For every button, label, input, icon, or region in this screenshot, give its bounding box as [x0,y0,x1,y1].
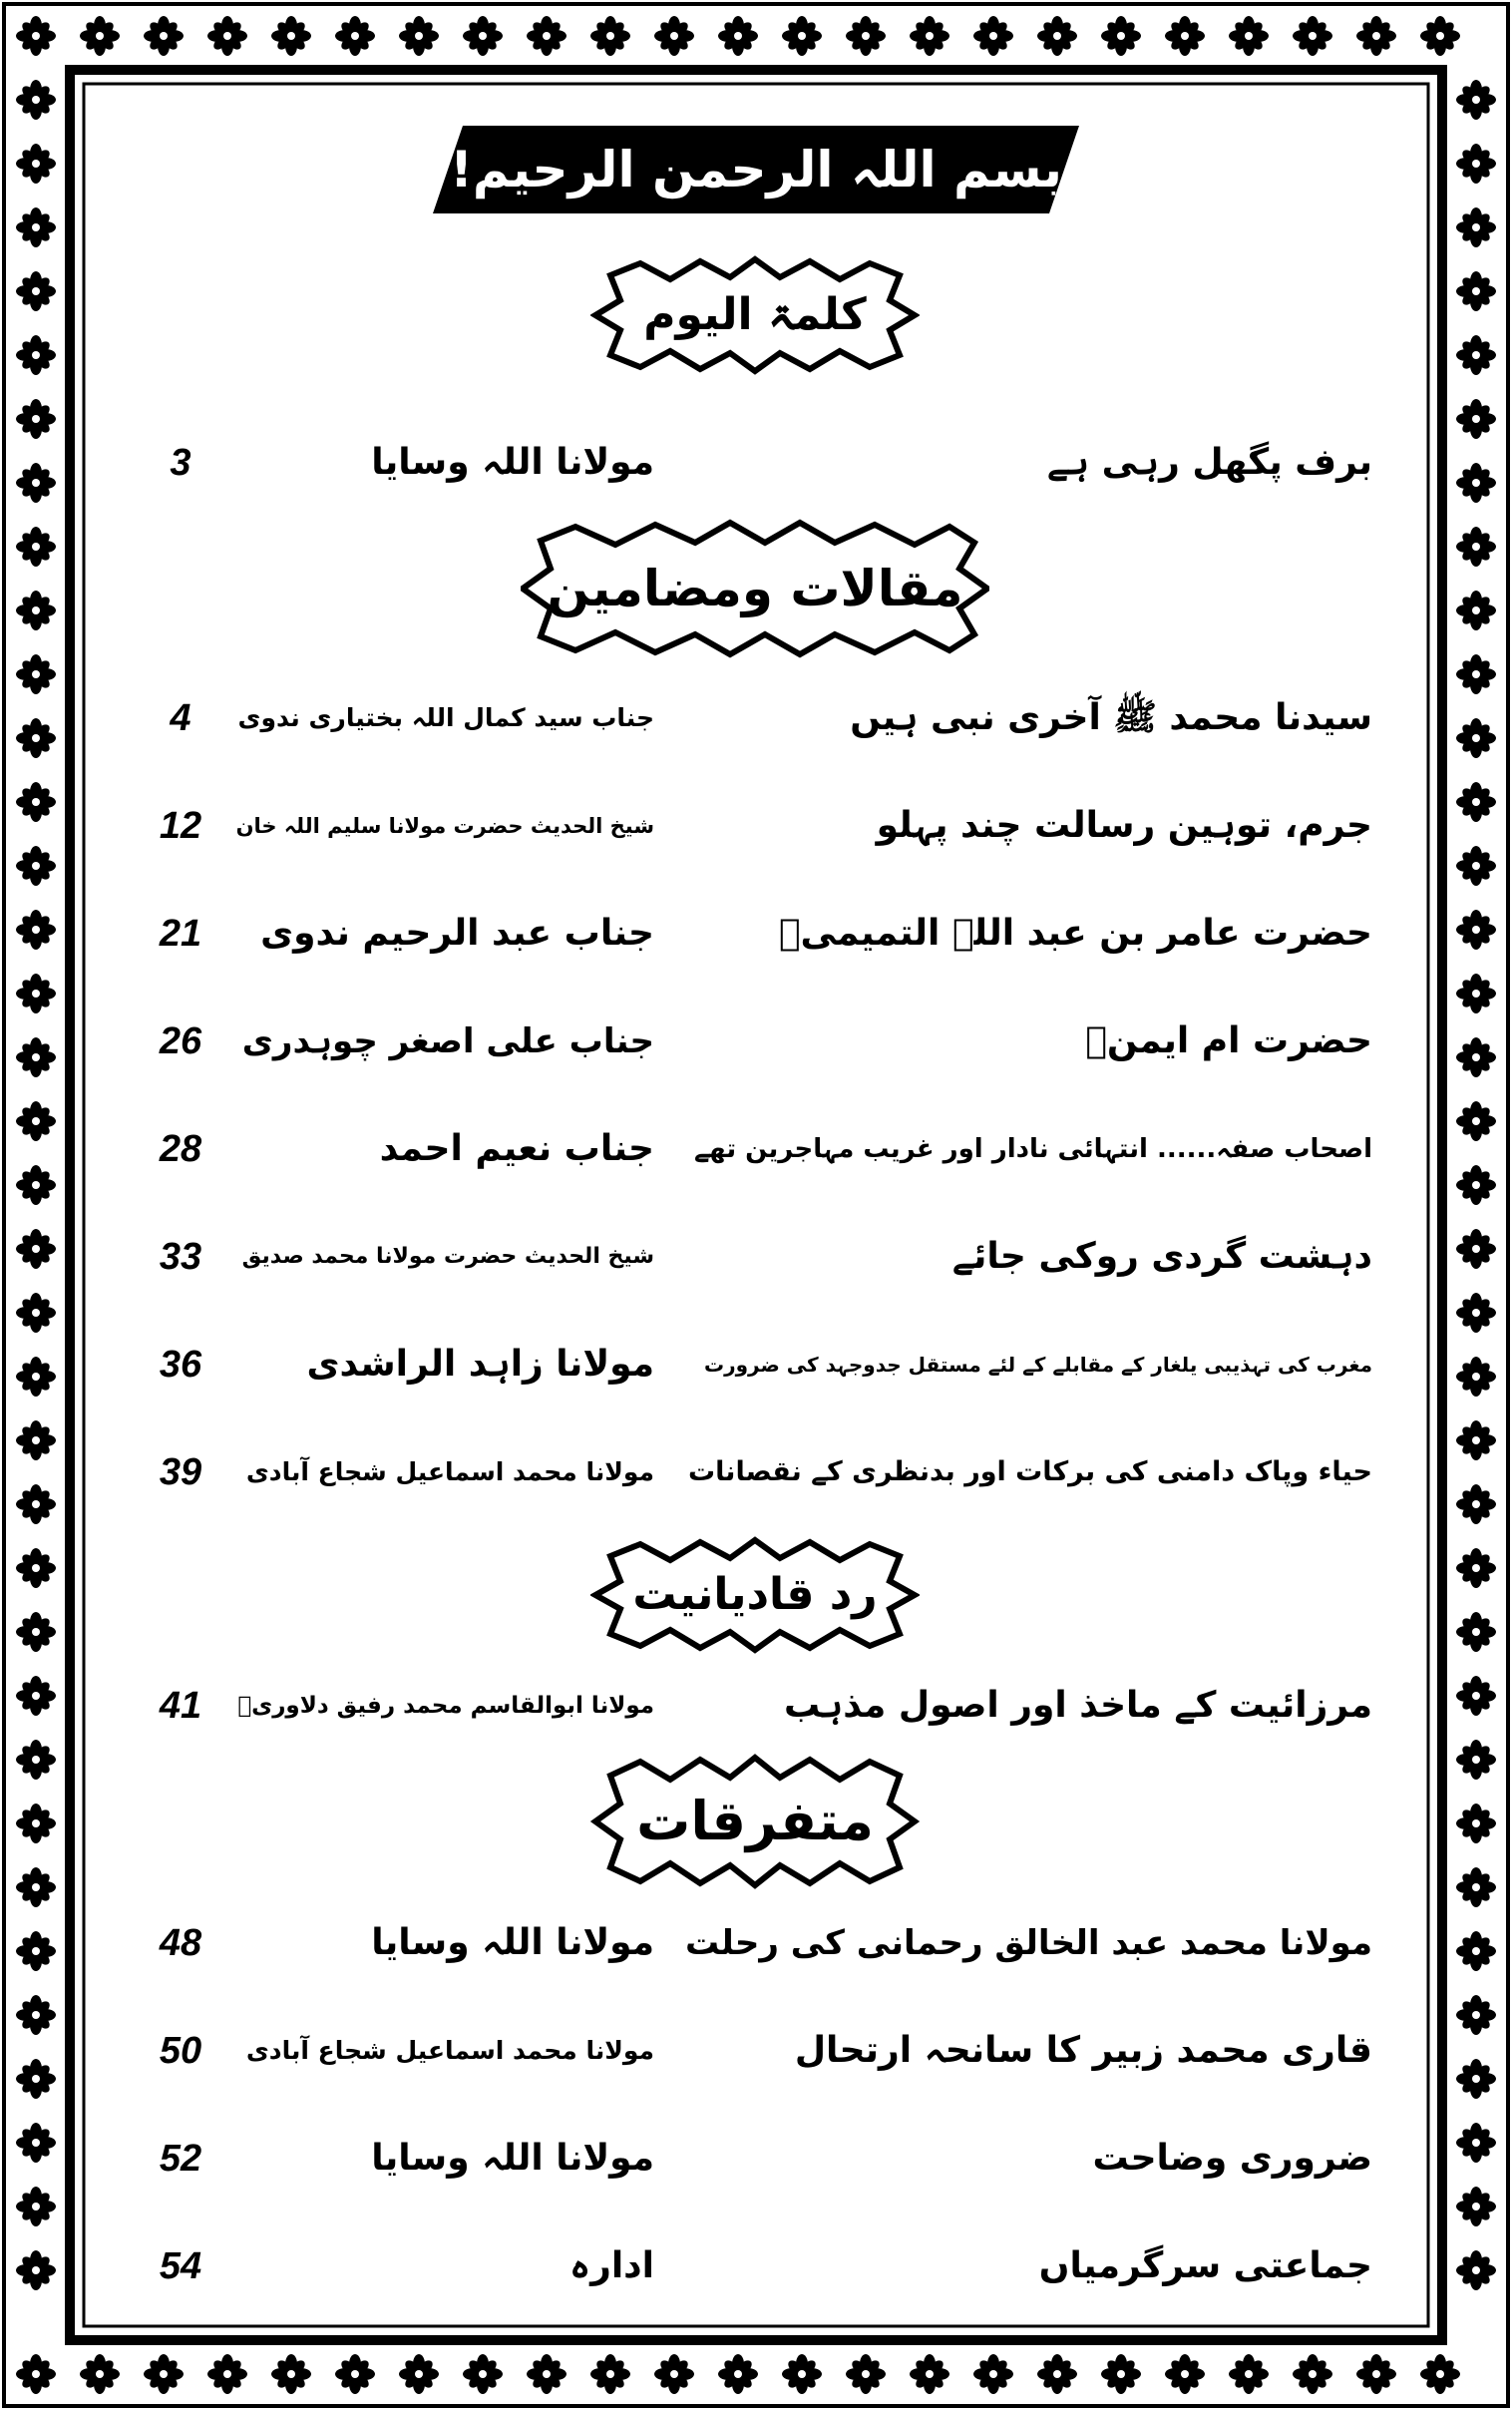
flower-ornament [144,2354,184,2394]
toc-entry [136,2129,1372,2189]
flower-ornament [16,399,56,439]
flower-ornament [1456,2059,1496,2099]
flower-ornament [463,16,503,56]
flower-ornament [16,527,56,567]
flower-ornament [399,2354,439,2394]
flower-ornament [1165,2354,1205,2394]
flower-ornament [399,16,439,56]
flower-ornament [1037,16,1077,56]
entry-page-number: 12 [159,805,202,847]
toc-entry [136,1227,1372,1287]
flower-ornament [1456,271,1496,311]
flower-ornament [1101,2354,1141,2394]
entry-author: شیخ الحدیث حضرت مولانا محمد صدیق [241,1244,654,1269]
entry-page-number: 36 [159,1344,202,1386]
flower-ornament [1456,1612,1496,1652]
entry-author: ادارہ [569,2245,654,2286]
flower-ornament [1229,2354,1269,2394]
flower-ornament [973,16,1013,56]
entry-title: مرزائیت کے ماخذ اور اصول مذہب [784,1685,1372,1726]
toc-entry [136,796,1372,856]
flower-ornament [1456,335,1496,375]
toc-entry [136,904,1372,964]
flower-ornament [1456,1420,1496,1460]
flower-ornament [1456,1037,1496,1077]
flower-ornament [1356,2354,1396,2394]
flower-ornament [16,1484,56,1524]
entry-title: مغرب کی تہذیبی یلغار کے مقابلے کے لئے مستقل جدوجہد کی ضرورت [703,1353,1372,1377]
flower-ornament [1456,463,1496,503]
entry-title: قاری محمد زبیر کا سانحہ ارتحال [794,2030,1372,2071]
flower-ornament [16,80,56,120]
flower-ornament [16,1165,56,1205]
flower-ornament [1456,1484,1496,1524]
flower-ornament [16,1420,56,1460]
flower-ornament [782,16,822,56]
entry-page-number: 3 [170,442,191,484]
entry-page-number: 54 [159,2245,202,2287]
toc-entry [136,1011,1372,1071]
flower-ornament [1456,654,1496,694]
section-heading-maqalat-wa-mazameen [521,519,989,658]
flower-ornament [1456,846,1496,886]
flower-ornament [16,1612,56,1652]
entry-title: دہشت گردی روکی جائے [951,1236,1372,1277]
flower-ornament [1456,1229,1496,1269]
flower-ornament [1229,16,1269,56]
flower-ornament [16,335,56,375]
flower-ornament [1456,1995,1496,2035]
flower-ornament [1456,1548,1496,1588]
flower-ornament [1456,207,1496,247]
flower-ornament [463,2354,503,2394]
flower-ornament [654,2354,694,2394]
toc-entry [136,1442,1372,1502]
flower-ornament [1456,1357,1496,1397]
section-title: متفرقات [636,1790,874,1852]
flower-ornament [16,1357,56,1397]
flower-ornament [1456,1101,1496,1141]
flower-ornament [16,1293,56,1333]
entry-author: جناب علی اصغر چوہدری [241,1021,654,1061]
flower-ornament [718,16,758,56]
flower-ornament [1165,16,1205,56]
flower-ornament [1456,80,1496,120]
flower-ornament [910,2354,949,2394]
entry-title: سیدنا محمد ﷺ آخری نبی ہیں [850,697,1372,738]
entry-author: جناب عبد الرحیم ندوی [260,913,654,954]
flower-ornament [16,1931,56,1971]
flower-ornament [1456,2123,1496,2163]
toc-entry [136,2021,1372,2081]
flower-ornament [1456,1740,1496,1780]
flower-ornament [16,463,56,503]
flower-ornament [1456,1804,1496,1843]
flower-ornament [16,1995,56,2035]
toc-entry [136,2236,1372,2296]
entry-title: جرم، توہین رسالت چند پہلو [876,805,1372,846]
flower-ornament [16,974,56,1013]
entry-page-number: 4 [170,697,191,739]
bismillah-banner [433,126,1079,213]
flower-ornament [16,2354,56,2394]
section-title: کلمۃ الیوم [643,289,867,340]
entry-page-number: 50 [159,2030,202,2072]
entry-page-number: 39 [159,1451,202,1493]
entry-title: ضروری وضاحت [1092,2138,1372,2179]
flower-ornament [80,2354,120,2394]
flower-ornament [1456,1676,1496,1716]
table-of-contents-page [96,96,1416,2314]
entry-page-number: 41 [159,1685,202,1727]
flower-ornament [1456,1931,1496,1971]
flower-ornament [1456,910,1496,950]
entry-author: مولانا اللہ وسایا [371,2138,654,2179]
entry-author: مولانا اللہ وسایا [371,442,654,483]
flower-ornament [16,2123,56,2163]
flower-ornament [1456,1165,1496,1205]
flower-ornament [1456,2187,1496,2226]
flower-ornament [527,2354,567,2394]
entry-author: مولانا اللہ وسایا [371,1922,654,1963]
toc-entry [136,1119,1372,1179]
flower-ornament [910,16,949,56]
flower-ornament [1456,2250,1496,2290]
entry-page-number: 48 [159,1922,202,1964]
flower-ornament [1456,782,1496,822]
entry-author: جناب نعیم احمد [379,1128,654,1169]
flower-ornament [16,2059,56,2099]
entry-author: مولانا زاہد الراشدی [306,1344,654,1385]
flower-ornament [1356,16,1396,56]
flower-ornament [1456,399,1496,439]
flower-ornament [973,2354,1013,2394]
flower-ornament [16,1037,56,1077]
flower-ornament [1456,144,1496,184]
flower-ornament [590,16,630,56]
flower-ornament [1456,718,1496,758]
flower-ornament [782,2354,822,2394]
flower-ornament [654,16,694,56]
flower-ornament [335,2354,375,2394]
flower-ornament [16,1804,56,1843]
entry-author: مولانا محمد اسماعیل شجاع آبادی [245,2036,654,2065]
entry-title: حضرت عامر بن عبد اللہ التمیمیؒ [778,913,1372,954]
toc-entry [136,1913,1372,1973]
flower-ornament [1456,1293,1496,1333]
flower-ornament [80,16,120,56]
bismillah-text: بسم اللہ الرحمن الرحیم! [450,141,1062,199]
flower-ornament [16,718,56,758]
toc-entry [136,688,1372,748]
flower-ornament [144,16,184,56]
flower-ornament [846,16,886,56]
flower-ornament [527,16,567,56]
flower-ornament [718,2354,758,2394]
flower-ornament [16,1676,56,1716]
flower-ornament [1456,591,1496,630]
flower-ornament [16,846,56,886]
flower-ornament [16,144,56,184]
entry-author: جناب سید کمال اللہ بختیاری ندوی [237,703,654,732]
entry-title: حضرت ام ایمنؓ [1085,1020,1372,1061]
entry-title: مولانا محمد عبد الخالق رحمانی کی رحلت [685,1923,1372,1963]
flower-ornament [16,1229,56,1269]
entry-page-number: 33 [159,1236,202,1278]
entry-page-number: 26 [159,1020,202,1062]
flower-ornament [1293,16,1332,56]
flower-ornament [1293,2354,1332,2394]
toc-entry [136,1335,1372,1395]
flower-ornament [16,1740,56,1780]
flower-ornament [16,654,56,694]
flower-ornament [335,16,375,56]
flower-ornament [1456,527,1496,567]
flower-ornament [16,1548,56,1588]
flower-ornament [590,2354,630,2394]
entry-page-number: 21 [159,913,202,955]
flower-ornament [16,1867,56,1907]
section-title: رد قادیانیت [632,1569,878,1620]
section-heading-mutafarriqat [590,1754,920,1889]
flower-ornament [16,271,56,311]
flower-ornament [207,2354,247,2394]
flower-ornament [271,2354,311,2394]
entry-author: مولانا محمد اسماعیل شجاع آبادی [245,1457,654,1486]
entry-author: شیخ الحدیث حضرت مولانا سلیم اللہ خان [235,814,654,838]
flower-ornament [1420,2354,1460,2394]
flower-ornament [16,910,56,950]
entry-author: مولانا ابوالقاسم محمد رفیق دلاوریؒ [237,1693,654,1719]
flower-ornament [16,207,56,247]
entry-page-number: 52 [159,2138,202,2180]
flower-ornament [1420,16,1460,56]
entry-title: حیاء وپاک دامنی کی برکات اور بدنظری کے نقصانات [688,1456,1372,1487]
flower-ornament [271,16,311,56]
flower-ornament [1456,974,1496,1013]
entry-title: جماعتی سرگرمیاں [1038,2245,1372,2286]
flower-ornament [16,591,56,630]
section-heading-radd-e-qadiyaniyat [590,1536,920,1654]
flower-ornament [16,2187,56,2226]
flower-ornament [1037,2354,1077,2394]
flower-ornament [16,2250,56,2290]
toc-entry [136,433,1372,493]
section-title: مقالات ومضامین [547,560,963,617]
entry-title: برف پگھل رہی ہے [1046,442,1372,483]
entry-title: اصحاب صفہ...... انتہائی نادار اور غریب مہاجرین تھے [693,1134,1372,1164]
section-heading-kalimat-al-yaum [590,255,920,375]
flower-ornament [16,1101,56,1141]
flower-ornament [1101,16,1141,56]
flower-ornament [1456,1867,1496,1907]
flower-ornament [846,2354,886,2394]
flower-ornament [207,16,247,56]
toc-entry [136,1676,1372,1736]
flower-ornament [16,16,56,56]
entry-page-number: 28 [159,1128,202,1170]
flower-ornament [16,782,56,822]
